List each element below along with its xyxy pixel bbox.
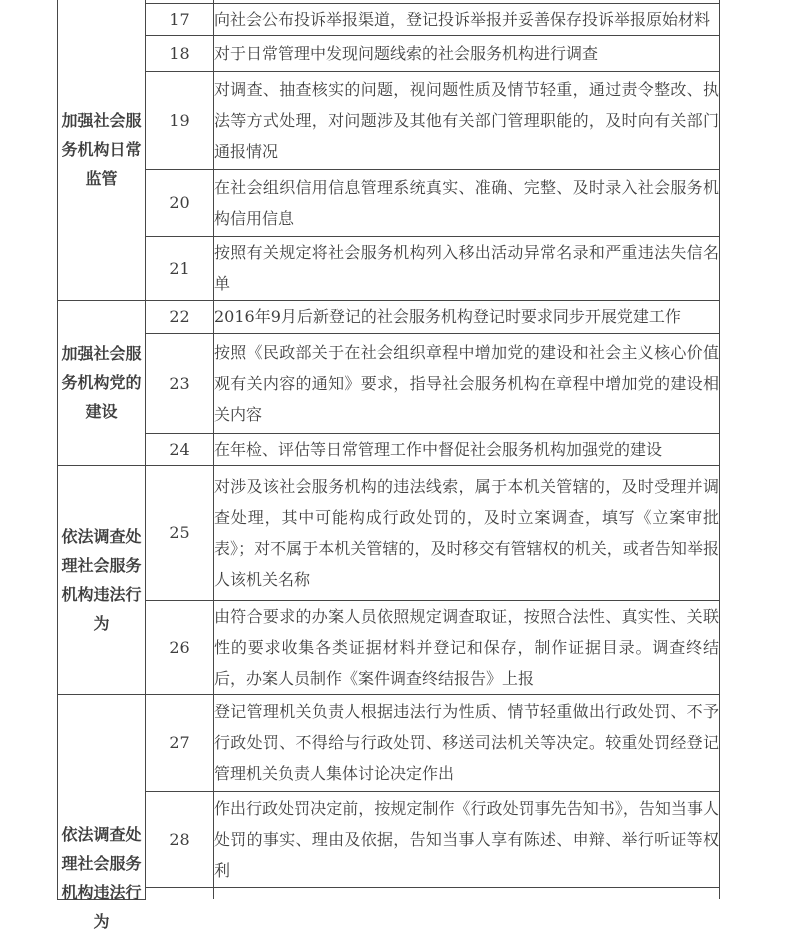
row-number-cell: 22 [146, 300, 214, 333]
row-number-cell: 27 [146, 694, 214, 791]
task-description-cell: 对于日常管理中发现问题线索的社会服务机构进行调查 [214, 35, 720, 71]
table-row-27 [58, 694, 720, 791]
row-number-cell: 28 [146, 791, 214, 887]
table-row-22 [58, 300, 720, 333]
table-row-18 [58, 35, 720, 71]
task-description-cell: 由符合要求的办案人员依照规定调查取证，按照合法性、真实性、关联性的要求收集各类证据材料并登记和保存，制作证据目录。调查终结后，办案人员制作《案件调查终结报告》上报 [214, 600, 720, 694]
task-description-cell: 2016年9月后新登记的社会服务机构登记时要求同步开展党建工作 [214, 300, 720, 333]
task-description-cell: 登记管理机关负责人根据违法行为性质、情节轻重做出行政处罚、不予行政处罚、不得给与行政处罚、移送司法机关等决定。较重处罚经登记管理机关负责人集体讨论决定作出 [214, 694, 720, 791]
task-description-cell: 对涉及该社会服务机构的违法线索，属于本机关管辖的，及时受理并调查处理，其中可能构成行政处罚的，及时立案调查，填写《立案审批表》；对不属于本机关管辖的，及时移交有管辖权的机关，或者告知举报人该机关名称 [214, 465, 720, 600]
task-description-cell [214, 888, 720, 899]
row-number-cell: 26 [146, 600, 214, 694]
category-line: 加强社会服 [61, 111, 142, 131]
row-number-cell: 20 [146, 169, 214, 236]
category-line: 理社会服务 [61, 555, 142, 575]
table-row-24 [58, 433, 720, 465]
table-row-25 [58, 465, 720, 600]
category-cell-party-building [58, 300, 146, 465]
row-number-cell: 25 [146, 465, 214, 600]
task-description-cell: 按照《民政部关于在社会组织章程中增加党的建设和社会主义核心价值观有关内容的通知》要求，指导社会服务机构在章程中增加党的建设相关内容 [214, 333, 720, 433]
category-line: 为 [93, 613, 110, 633]
table-row-20 [58, 169, 720, 236]
task-description-cell: 按照有关规定将社会服务机构列入移出活动异常名录和严重违法失信名单 [214, 236, 720, 300]
table-row-28 [58, 791, 720, 887]
table-row-partial-bottom [58, 888, 720, 899]
category-cell-daily-supervision [58, 0, 146, 300]
category-line: 依法调查处 [61, 824, 142, 844]
task-description-cell: 在社会组织信用信息管理系统真实、准确、完整、及时录入社会服务机构信用信息 [214, 169, 720, 236]
table-row-21 [58, 236, 720, 300]
category-line: 监管 [85, 169, 118, 189]
category-line: 为 [93, 911, 110, 931]
category-line: 依法调查处 [61, 526, 142, 546]
supervision-duty-table [57, 0, 720, 931]
category-line: 建设 [85, 402, 118, 421]
task-description-cell: 向社会公布投诉举报渠道，登记投诉举报并妥善保存投诉举报原始材料 [214, 3, 720, 35]
row-number-cell: 21 [146, 236, 214, 300]
table-row-19 [58, 71, 720, 169]
category-line: 务机构日常 [61, 140, 142, 160]
task-description-cell: 对调查、抽查核实的问题，视问题性质及情节轻重，通过责令整改、执法等方式处理，对问题涉及其他有关部门管理职能的，及时向有关部门通报情况 [214, 71, 720, 169]
table-row-26 [58, 600, 720, 694]
task-description-cell: 在年检、评估等日常管理工作中督促社会服务机构加强党的建设 [214, 433, 720, 465]
category-line: 理社会服务 [61, 853, 142, 873]
table-row-17 [58, 3, 720, 35]
category-line: 机构违法行 [61, 584, 142, 604]
table-row-23 [58, 333, 720, 433]
row-number-cell: 17 [146, 3, 214, 35]
category-line: 加强社会服 [61, 344, 142, 363]
row-number-cell: 24 [146, 433, 214, 465]
row-number-cell: 23 [146, 333, 214, 433]
task-description-cell: 作出行政处罚决定前，按规定制作《行政处罚事先告知书》，告知当事人处罚的事实、理由及依据，告知当事人享有陈述、申辩、举行听证等权利 [214, 791, 720, 887]
category-cell-investigate-violations-2 [58, 694, 146, 931]
category-text-block [58, 695, 145, 931]
row-number-cell [146, 888, 214, 899]
category-line: 机构违法行 [61, 882, 142, 902]
category-cell-investigate-violations-1 [58, 465, 146, 694]
row-number-cell: 18 [146, 35, 214, 71]
row-number-cell: 19 [146, 71, 214, 169]
category-line: 务机构党的 [61, 373, 142, 392]
